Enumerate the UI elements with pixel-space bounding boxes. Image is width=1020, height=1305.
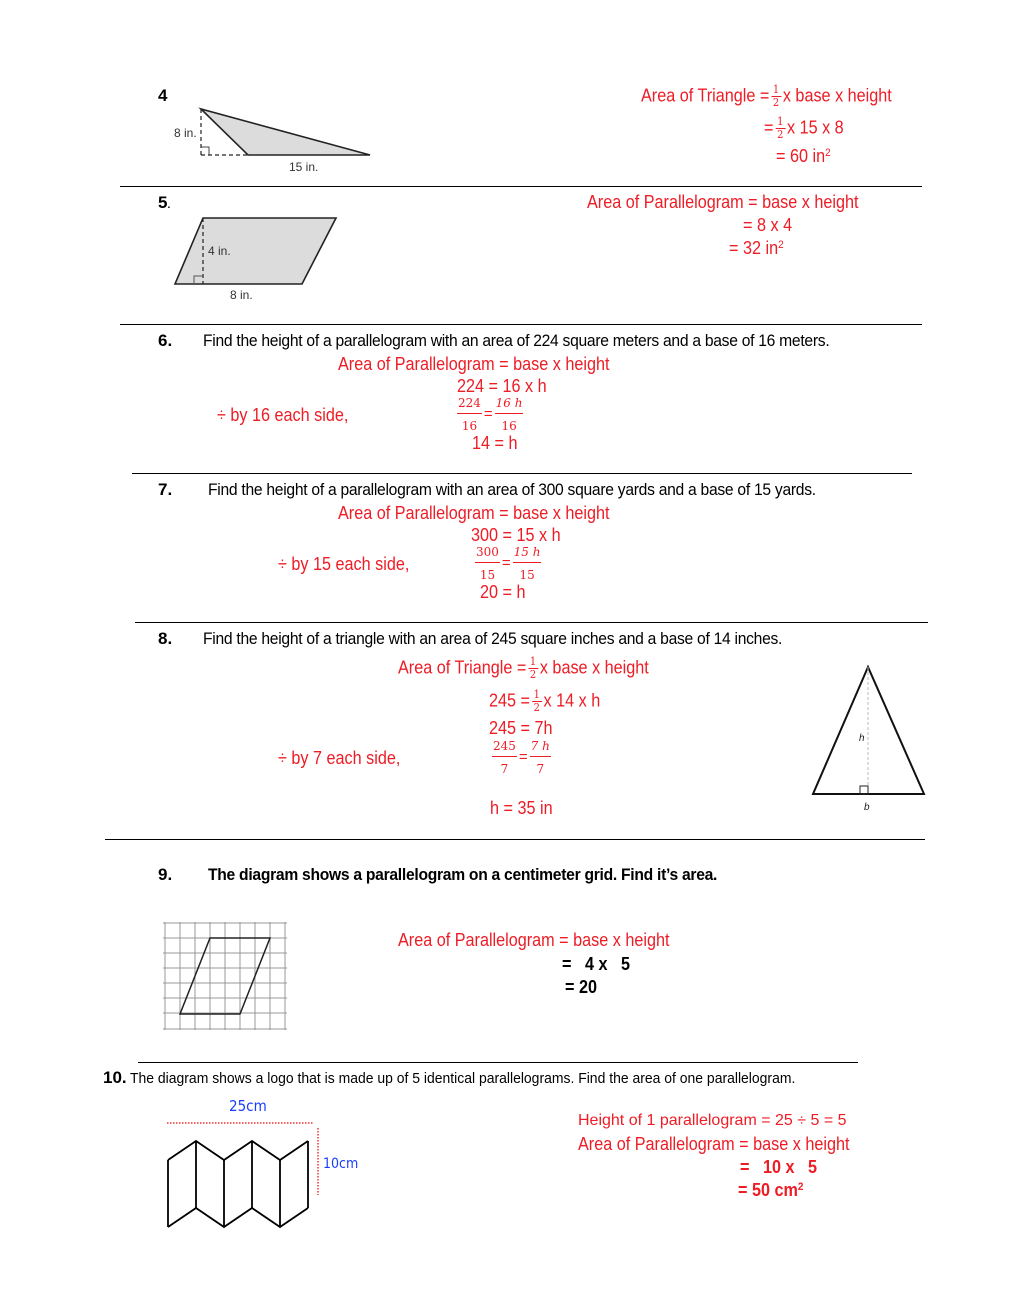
solution-line-1 [641, 84, 892, 109]
formula-prefix: Area of Triangle = [641, 85, 770, 106]
problem-number: 10. [103, 1068, 127, 1087]
solution-line-3: = 32 $in^2$ [729, 238, 784, 258]
solution-line-1: Area of Parallelogram = base x height [578, 1134, 850, 1154]
height-label: 4 in. [208, 244, 231, 258]
problem-number: 8. [158, 629, 173, 648]
solution-line-2: 224 = 16 x h [457, 376, 547, 396]
question-text: The diagram shows a parallelogram on a centimeter grid. Find it’s area. [208, 865, 718, 884]
solution-line-3: = 50 $cm^2$ [738, 1180, 804, 1200]
problem-number: 7. [158, 480, 173, 499]
divider [120, 186, 922, 187]
solution-line-3: = 60 $in^2$ [776, 146, 831, 166]
solution-line-3: 245 = 7h [489, 718, 553, 738]
solution-line-2: = $\frac{1}{2}$ x 15 x 8 [764, 115, 844, 141]
solution-line-3: = 20 [565, 977, 597, 997]
divider [138, 1062, 858, 1063]
fraction-equation: $\frac{245}{7}$ = $\frac{7 h}{7}$ [493, 739, 550, 776]
solution-line-2: = 10 x 5 [740, 1157, 818, 1177]
problem-number: 9. [158, 865, 173, 884]
base-label: 15 in. [289, 160, 319, 174]
result: 14 = h [472, 433, 518, 453]
height-label: 8 in. [174, 126, 197, 140]
solution-line-1: Area of Parallelogram = base x height [338, 503, 610, 523]
formula-suffix: x base x height [782, 85, 892, 106]
question-text: Find the height of a parallelogram with an area of 224 square meters and a base of 16 meters. [203, 331, 830, 350]
divider [135, 622, 928, 623]
step-note: ÷ by 15 each side, [278, 554, 410, 574]
base-label: b [864, 802, 870, 813]
solution-line-2: 300 = 15 x h [471, 525, 561, 545]
height-label: h [859, 733, 865, 744]
solution-line-2: 245 = $\frac{1}{2}$ x 14 x h [489, 688, 601, 714]
problem-number: 4 [158, 86, 168, 105]
divider [120, 324, 922, 325]
step-note: ÷ by 7 each side, [278, 748, 401, 768]
fraction-equation: $\frac{300}{15}$ = $\frac{15 h}{15}$ [476, 545, 541, 582]
solution-line-1: Area of Parallelogram = base x height [398, 930, 670, 950]
height-label: 10cm [323, 1156, 359, 1172]
step-note: ÷ by 16 each side, [217, 405, 349, 425]
grid-parallelogram-figure [163, 922, 289, 1032]
solution-line-0: Height of 1 parallelogram = 25 ÷ 5 = 5 [578, 1112, 847, 1129]
triangle-figure [170, 100, 380, 180]
question-text: The diagram shows a logo that is made up of 5 identical parallelograms. Find the area of one parallelogram. [130, 1070, 796, 1087]
isosceles-triangle-figure [810, 664, 930, 804]
problem-number: 6. [158, 331, 173, 350]
divider [132, 473, 912, 474]
solution-line-2: = 8 x 4 [743, 215, 793, 235]
question-text: Find the height of a triangle with an area of 245 square inches and a base of 14 inches. [203, 629, 783, 648]
result: 20 = h [480, 582, 526, 602]
solution-line-1: Area of Triangle = $\frac{1}{2}$ x base x height [398, 655, 649, 681]
base-label: 8 in. [230, 288, 253, 302]
parallelogram-figure [170, 215, 370, 290]
solution-line-2: = 4 x 5 [562, 954, 631, 974]
zigzag-logo-figure [160, 1115, 325, 1225]
fraction-equation: $\frac{224}{16}$ = $\frac{16 h}{16}$ [458, 396, 523, 433]
question-text: Find the height of a parallelogram with an area of 300 square yards and a base of 15 yards. [208, 480, 816, 499]
divider [105, 839, 925, 840]
result: h = 35 in [490, 798, 553, 818]
half-fraction: $\frac{1}{2}$ [772, 83, 780, 109]
solution-line-1: Area of Parallelogram = base x height [587, 192, 859, 212]
width-label: 25cm [229, 1097, 267, 1115]
problem-number: 5. [158, 193, 171, 212]
solution-line-1: Area of Parallelogram = base x height [338, 354, 610, 374]
